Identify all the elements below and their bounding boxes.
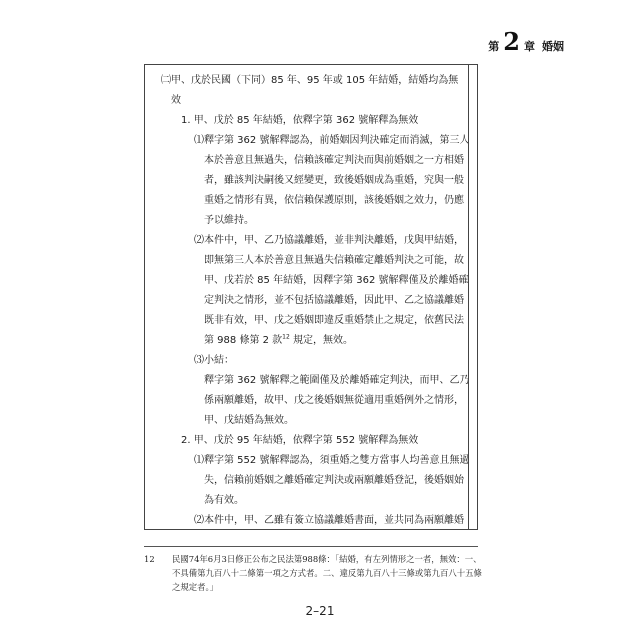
content-line xyxy=(161,491,469,511)
content-line-text: 係兩願離婚，故甲、戊之後婚姻無從適用重婚例外之情形， xyxy=(204,395,464,406)
content-line-text: ⑴釋字第 552 號解釋認為，須重婚之雙方當事人均善意且無過 xyxy=(194,455,470,466)
content-line-text: 既非有效，甲、戊之婚姻即違反重婚禁止之規定，依舊民法 xyxy=(204,315,464,326)
content-line xyxy=(161,211,469,231)
content-line-text: 本於善意且無過失，信賴該確定判決而與前婚姻之一方相婚 xyxy=(204,155,464,166)
answer-content-box xyxy=(144,64,478,530)
content-line xyxy=(161,451,469,471)
footnote-number: 12 xyxy=(144,554,155,564)
content-line xyxy=(161,331,469,351)
content-line-text: 為有效。 xyxy=(204,495,244,506)
content-line xyxy=(161,371,469,391)
content-line xyxy=(161,391,469,411)
content-line xyxy=(161,251,469,271)
content-line xyxy=(161,171,469,191)
content-line-text: 即無第三人本於善意且無過失信賴確定離婚判決之可能，故 xyxy=(204,255,464,266)
content-line xyxy=(161,291,469,311)
chapter-header xyxy=(488,27,564,56)
footnote-text xyxy=(144,552,482,594)
content-line-text: ㈡甲、戊於民國（下同）85 年、95 年或 105 年結婚，結婚均為無 xyxy=(161,75,459,86)
chapter-suffix: 章 xyxy=(524,40,535,53)
content-line-text: 2. 甲、戊於 95 年結婚，依釋字第 552 號解釋為無效 xyxy=(181,435,419,446)
footnote-line: 之規定者。」 xyxy=(172,582,219,592)
content-line-text: 重婚之情形有異，依信賴保護原則，該後婚姻之效力，仍應 xyxy=(204,195,464,206)
content-line xyxy=(161,131,469,151)
footnote-line: 民國74年6月3日修正公布之民法第988條：「結婚，有左列情形之一者，無效：一、 xyxy=(172,554,482,564)
content-line-text: 甲、戊結婚為無效。 xyxy=(204,415,294,426)
chapter-number: 2 xyxy=(503,27,520,56)
page-number: 2–21 xyxy=(305,604,335,618)
content-line xyxy=(161,411,469,431)
footnote-reference: 12 xyxy=(282,333,290,341)
content-line xyxy=(161,71,469,91)
content-line-text: 效 xyxy=(171,95,181,106)
chapter-prefix: 第 xyxy=(488,40,500,53)
chapter-title: 婚姻 xyxy=(542,40,564,53)
content-line-text: ⑴釋字第 362 號解釋認為，前婚姻因判決確定而消滅，第三人 xyxy=(194,135,470,146)
content-line-text: 者，雖該判決嗣後又經變更，致後婚姻成為重婚，究與一般 xyxy=(204,175,464,186)
content-line-text: ⑵本件中，甲、乙乃協議離婚，並非判決離婚，戊與甲結婚， xyxy=(194,235,464,246)
content-line xyxy=(161,311,469,331)
content-line xyxy=(161,471,469,491)
content-line-text: 失，信賴前婚姻之離婚確定判決或兩願離婚登記，後婚姻始 xyxy=(204,475,464,486)
footnote-divider xyxy=(144,546,478,547)
content-line-text: ⑶小結： xyxy=(194,355,234,366)
content-line-text: 定判決之情形，並不包括協議離婚，因此甲、乙之協議離婚 xyxy=(204,295,464,306)
content-line xyxy=(161,191,469,211)
content-line-text: 甲、戊若於 85 年結婚，因釋字第 362 號解釋僅及於離婚確 xyxy=(204,275,469,286)
content-line xyxy=(161,271,469,291)
content-line-text: ⑵本件中，甲、乙雖有簽立協議離婚書面，並共同為兩願離婚 xyxy=(194,515,464,526)
content-line-text: 1. 甲、戊於 85 年結婚，依釋字第 362 號解釋為無效 xyxy=(181,115,419,126)
content-line xyxy=(161,91,469,111)
content-line-text: 予以維持。 xyxy=(204,215,254,226)
content-line xyxy=(161,231,469,251)
content-line xyxy=(161,151,469,171)
footnote-line: 不具備第九百八十二條第一項之方式者。二、違反第九百八十三條或第九百八十五條 xyxy=(172,568,482,578)
content-line xyxy=(161,431,469,451)
footnote xyxy=(144,552,482,594)
content-line xyxy=(161,351,469,371)
content-line xyxy=(161,111,469,131)
content-line xyxy=(161,511,469,530)
content-line-text: 第 988 條第 2 款 xyxy=(204,335,283,346)
content-line-text: 規定，無效。 xyxy=(289,335,353,346)
content-line-text: 釋字第 362 號解釋之範圍僅及於離婚確定判決，而甲、乙乃 xyxy=(204,375,470,386)
